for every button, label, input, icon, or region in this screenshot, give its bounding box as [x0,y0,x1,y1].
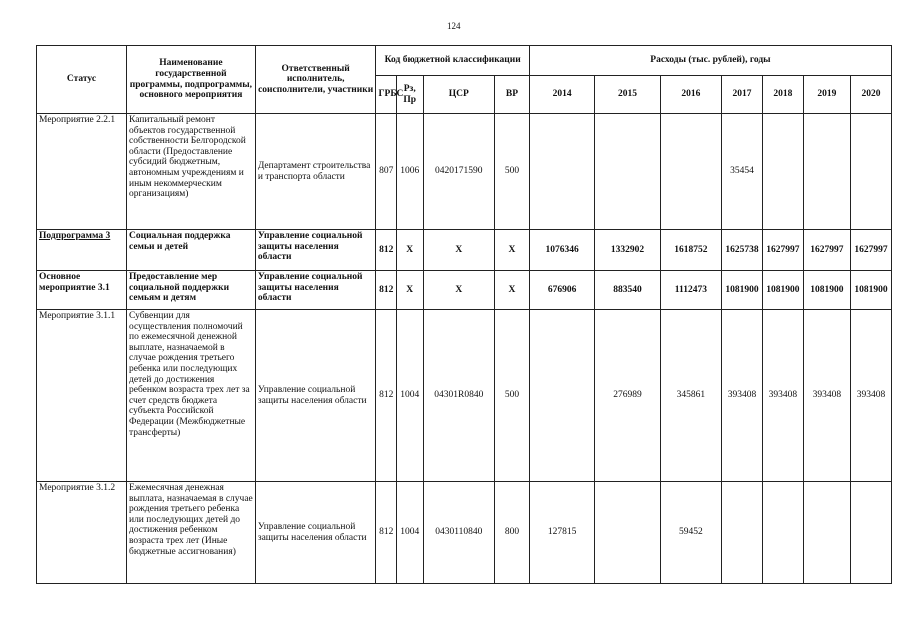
row-grbs: 812 [376,310,396,482]
header-budget-code: Код бюджетной классификации [376,46,529,76]
row-value-2019: 393408 [803,310,850,482]
row-value-2017: 35454 [722,114,763,230]
row-name: Предоставление мер социальной поддержки семьям и детям [126,271,255,310]
header-name: Наименование государственной программы, подпрограммы, основного мероприятия [126,46,255,114]
header-year-2016: 2016 [660,76,721,114]
row-csr: 0420171590 [423,114,495,230]
row-value-2014 [529,114,594,230]
row-vr: Х [495,230,530,271]
header-status: Статус [37,46,127,114]
row-value-2014: 127815 [529,482,594,584]
header-year-2018: 2018 [762,76,803,114]
row-status: Основное мероприятие 3.1 [37,271,127,310]
row-value-2015: 276989 [595,310,660,482]
row-value-2014 [529,310,594,482]
header-year-2014: 2014 [529,76,594,114]
row-status: Мероприятие 2.2.1 [37,114,127,230]
header-year-2017: 2017 [722,76,763,114]
row-rzpr: 1004 [396,310,423,482]
row-vr: Х [495,271,530,310]
row-csr: Х [423,271,495,310]
header-executor: Ответственный исполнитель, соисполнители, участники [255,46,376,114]
row-csr: 0430110840 [423,482,495,584]
row-rzpr: Х [396,271,423,310]
row-vr: 800 [495,482,530,584]
row-value-2018: 1627997 [762,230,803,271]
row-value-2020: 1627997 [850,230,891,271]
row-value-2016: 1618752 [660,230,721,271]
row-grbs: 807 [376,114,396,230]
header-year-2020: 2020 [850,76,891,114]
row-value-2016: 1112473 [660,271,721,310]
row-name: Социальная поддержка семьи и детей [126,230,255,271]
row-executor: Управление социальной защиты населения области [255,310,376,482]
row-value-2020 [850,482,891,584]
row-value-2017: 1081900 [722,271,763,310]
row-status: Подпрограмма 3 [37,230,127,271]
row-value-2020 [850,114,891,230]
header-vr: ВР [495,76,530,114]
row-grbs: 812 [376,230,396,271]
header-grbs: ГРБС [376,76,396,114]
row-value-2017: 393408 [722,310,763,482]
table-row [37,271,892,310]
row-value-2015 [595,482,660,584]
row-status: Мероприятие 3.1.1 [37,310,127,482]
row-value-2016: 345861 [660,310,721,482]
row-value-2020: 1081900 [850,271,891,310]
row-rzpr: Х [396,230,423,271]
row-executor: Управление социальной защиты населения области [255,271,376,310]
row-value-2018: 1081900 [762,271,803,310]
row-value-2018 [762,114,803,230]
table-row [37,482,892,584]
row-name: Капитальный ремонт объектов государственной собственности Белгородской области (Предоставление субсидий бюджетным, автономным учреждениям и иным некоммерческим организациям) [126,114,255,230]
row-vr: 500 [495,114,530,230]
row-grbs: 812 [376,482,396,584]
row-value-2019 [803,482,850,584]
row-value-2014: 676906 [529,271,594,310]
header-csr: ЦСР [423,76,495,114]
row-name: Ежемесячная денежная выплата, назначаемая в случае рождения третьего ребенка или последующих детей до достижения ребенком возраста трех лет (Иные бюджетные ассигнования) [126,482,255,584]
row-csr: 04301R0840 [423,310,495,482]
row-grbs: 812 [376,271,396,310]
table-row [37,114,892,230]
row-executor: Управление социальной защиты населения области [255,230,376,271]
row-vr: 500 [495,310,530,482]
header-rzpr: Рз, Пр [396,76,423,114]
row-value-2019: 1627997 [803,230,850,271]
header-expenses: Расходы (тыс. рублей), годы [529,46,891,76]
row-value-2017 [722,482,763,584]
table-row [37,310,892,482]
row-executor: Управление социальной защиты населения области [255,482,376,584]
row-value-2018 [762,482,803,584]
page-number: 124 [447,21,461,31]
row-rzpr: 1006 [396,114,423,230]
row-rzpr: 1004 [396,482,423,584]
table-row [37,230,892,271]
row-status: Мероприятие 3.1.2 [37,482,127,584]
row-value-2015 [595,114,660,230]
row-value-2016: 59452 [660,482,721,584]
row-value-2018: 393408 [762,310,803,482]
row-value-2020: 393408 [850,310,891,482]
row-value-2015: 1332902 [595,230,660,271]
row-value-2019 [803,114,850,230]
row-executor: Департамент строительства и транспорта области [255,114,376,230]
header-year-2019: 2019 [803,76,850,114]
row-value-2017: 1625738 [722,230,763,271]
row-value-2015: 883540 [595,271,660,310]
row-value-2014: 1076346 [529,230,594,271]
budget-table [36,45,892,584]
header-year-2015: 2015 [595,76,660,114]
row-name: Субвенции для осуществления полномочий по ежемесячной денежной выплате, назначаемой в случае рождения третьего ребенка или последующих детей до достижения ребенком возраста трех лет за счет средств бюджета субъекта Российской Федерации (Межбюджетные трансферты) [126,310,255,482]
row-value-2016 [660,114,721,230]
row-csr: Х [423,230,495,271]
row-value-2019: 1081900 [803,271,850,310]
